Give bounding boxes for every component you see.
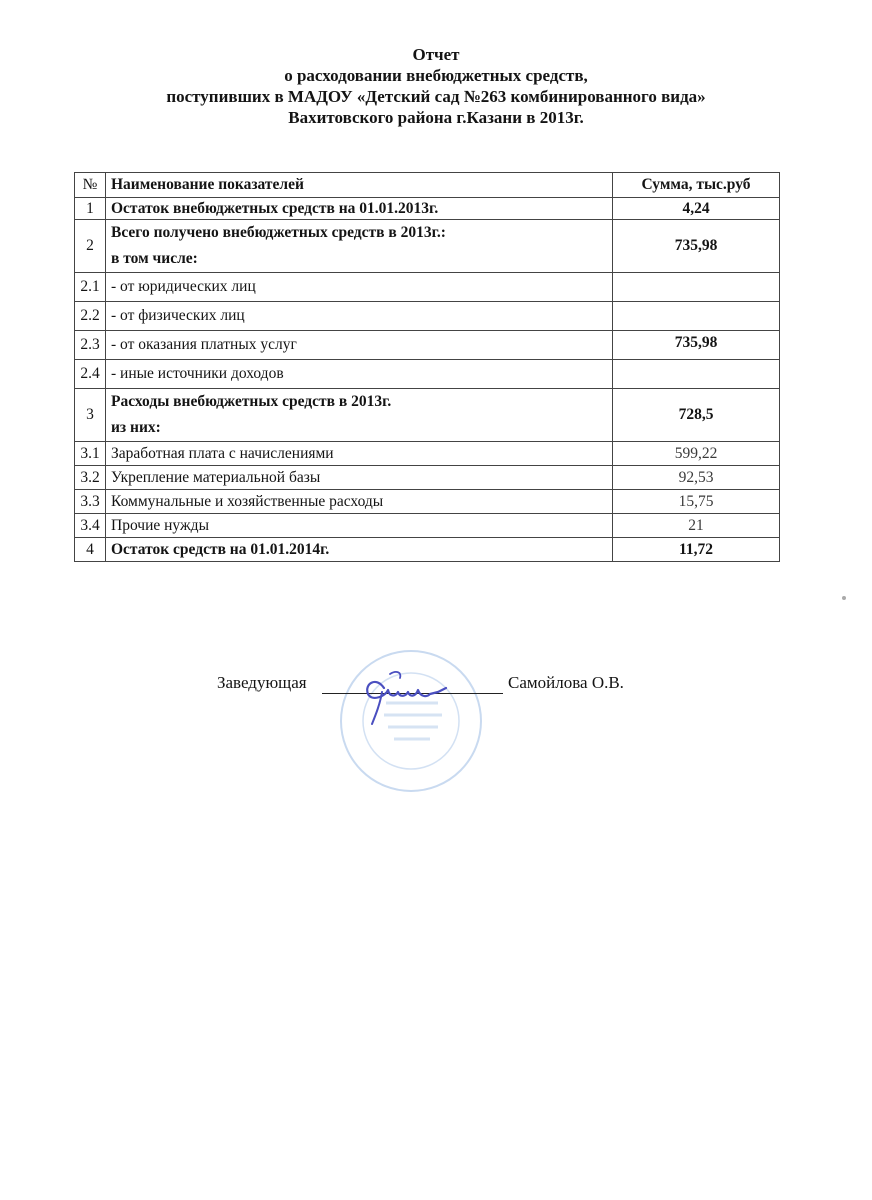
row-sum: 735,98 — [613, 331, 780, 360]
row-num: 1 — [75, 198, 106, 220]
row-sum: 21 — [613, 514, 780, 538]
row-sum: 15,75 — [613, 490, 780, 514]
row-name: - от физических лиц — [106, 302, 613, 331]
table-row — [75, 302, 780, 331]
row-sum: 11,72 — [613, 538, 780, 562]
row-sum — [613, 302, 780, 331]
table-row — [75, 538, 780, 562]
row-num: 2.4 — [75, 360, 106, 389]
table-row — [75, 220, 780, 273]
row-name — [106, 389, 613, 442]
table-row — [75, 466, 780, 490]
row-sum: 4,24 — [613, 198, 780, 220]
row-name: Прочие нужды — [106, 514, 613, 538]
title-line-3: поступивших в МАДОУ «Детский сад №263 комбинированного вида» — [166, 87, 706, 106]
row-num: 4 — [75, 538, 106, 562]
signer-name: Самойлова О.В. — [508, 673, 624, 692]
row-name: - иные источники доходов — [106, 360, 613, 389]
table-row — [75, 389, 780, 442]
table-row — [75, 442, 780, 466]
table-row — [75, 198, 780, 220]
row-num: 2.3 — [75, 331, 106, 360]
scan-speck — [842, 596, 846, 600]
table-header-row — [75, 173, 780, 198]
row-sum: 728,5 — [613, 389, 780, 442]
row-num: 3.3 — [75, 490, 106, 514]
row-name: - от оказания платных услуг — [106, 331, 613, 360]
row-num: 2 — [75, 220, 106, 273]
row-sum — [613, 273, 780, 302]
row-num: 3.2 — [75, 466, 106, 490]
table-row — [75, 331, 780, 360]
row-name: Остаток средств на 01.01.2014г. — [106, 538, 613, 562]
table-row — [75, 490, 780, 514]
row-num: 3.4 — [75, 514, 106, 538]
table-row — [75, 273, 780, 302]
handwritten-signature-icon — [356, 658, 450, 728]
row-sum: 92,53 — [613, 466, 780, 490]
row-num: 2.1 — [75, 273, 106, 302]
row-sum: 599,22 — [613, 442, 780, 466]
row-num: 3 — [75, 389, 106, 442]
header-name: Наименование показателей — [106, 173, 613, 198]
title-line-4: Вахитовского района г.Казани в 2013г. — [288, 108, 584, 127]
report-title — [0, 44, 872, 128]
header-sum: Сумма, тыс.руб — [613, 173, 780, 198]
row-sum: 735,98 — [613, 220, 780, 273]
row-name-line1: Расходы внебюджетных средств в 2013г. — [111, 393, 392, 410]
row-name — [106, 220, 613, 273]
row-name-line2: из них: — [111, 419, 161, 436]
row-num: 3.1 — [75, 442, 106, 466]
row-name-line2: в том числе: — [111, 250, 198, 267]
title-line-2: о расходовании внебюджетных средств, — [284, 66, 588, 85]
row-name: Коммунальные и хозяйственные расходы — [106, 490, 613, 514]
row-name: - от юридических лиц — [106, 273, 613, 302]
signer-position: Заведующая — [217, 673, 307, 692]
table-row — [75, 514, 780, 538]
table-row — [75, 360, 780, 389]
row-name: Остаток внебюджетных средств на 01.01.2013г. — [106, 198, 613, 220]
row-sum — [613, 360, 780, 389]
row-num: 2.2 — [75, 302, 106, 331]
title-line-1: Отчет — [412, 45, 460, 64]
row-name: Укрепление материальной базы — [106, 466, 613, 490]
header-num: № — [75, 173, 106, 198]
row-name-line1: Всего получено внебюджетных средств в 2013г.: — [111, 224, 446, 241]
expense-table — [74, 172, 780, 562]
signature-block — [0, 640, 872, 810]
row-name: Заработная плата с начислениями — [106, 442, 613, 466]
